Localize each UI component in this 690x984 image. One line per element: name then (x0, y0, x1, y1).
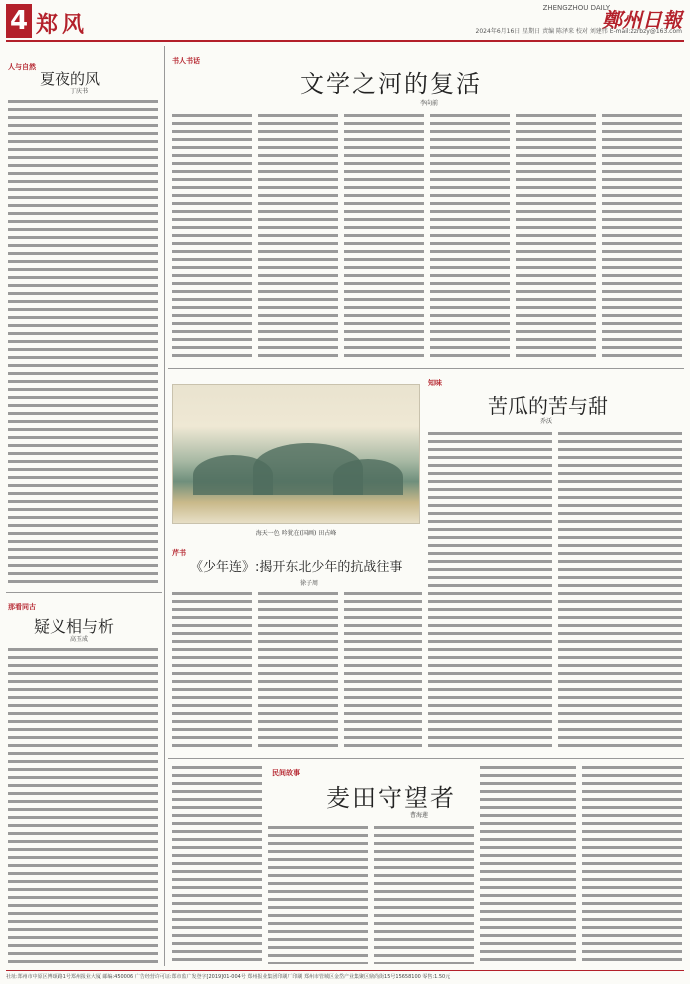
article-body-youth-col2 (258, 590, 338, 750)
article-title-night-wind: 夏夜的风 (40, 70, 101, 88)
painting-caption: 海天一色 吟犹在(国画) 田占峰 (255, 530, 337, 537)
article-body-literature-col3 (344, 112, 424, 362)
divider (6, 592, 162, 593)
article-body-literature-col2 (258, 112, 338, 362)
column-label-folk: 民间故事 (272, 769, 300, 777)
article-body-wheat-col4 (480, 764, 576, 964)
paper-logo: 鄭州日報 (602, 8, 682, 32)
column-label-nature: 人与自然 (8, 63, 36, 71)
article-body-literature-col6 (602, 112, 682, 362)
article-author-youth: 徐子周 (300, 580, 319, 587)
masthead (382, 4, 682, 40)
article-author-literature: 李向前 (420, 100, 439, 107)
column-label-books: 书人书话 (172, 57, 200, 65)
article-author-wheat: 曹海莲 (410, 812, 429, 819)
article-title-youth: 《少年连》:揭开东北少年的抗战往事 (190, 560, 403, 575)
article-title-bitter-melon: 苦瓜的苦与甜 (488, 394, 608, 418)
article-title-doubt: 疑义相与析 (34, 617, 115, 636)
footer: 社址:郑州市中原区博颂路1号郑州报业大厦 邮编:450006 广告经营许可证:郑市监广发登字[2019]01-004号 郑州报业集团印刷厂印刷 郑州市管城区金岱产业集聚区鼎尚街15号15658100 零售:1.50元 (6, 970, 684, 982)
article-body-youth-col3 (344, 590, 422, 750)
article-title-literature: 文学之河的复活 (300, 70, 482, 98)
article-body-wheat-col2 (268, 824, 368, 964)
painting (172, 384, 420, 524)
article-body-literature-col1 (172, 112, 252, 362)
divider (168, 758, 684, 759)
article-body-literature-col4 (430, 112, 510, 362)
article-author-bitter-melon: 乔沃 (540, 418, 553, 425)
article-body-bitter-melon-col1 (428, 430, 552, 750)
article-body-literature-col5 (516, 112, 596, 362)
column-label-bottom-left: 那看同古 (8, 603, 36, 611)
article-body-wheat-col1 (172, 764, 262, 964)
column-label-mid: 芹书 (172, 549, 186, 557)
article-body-wheat-col3 (374, 824, 474, 964)
column-divider (164, 46, 165, 966)
date-line: 2024年6月16日 星期日 责编 陈泽来 校对 刘建伟 E-mail:zzrbzy@163.com (475, 28, 682, 35)
article-body-youth-col1 (172, 590, 252, 750)
divider (168, 368, 684, 369)
article-body-night-wind (8, 98, 158, 586)
painting-mountain (333, 459, 403, 495)
article-author-night-wind: 丁庆书 (70, 88, 89, 95)
article-body-wheat-col5 (582, 764, 682, 964)
article-title-wheat: 麦田守望者 (326, 784, 456, 812)
section-title: 郑风 (36, 13, 89, 38)
page-number: 4 (6, 4, 32, 38)
article-body-bitter-melon-col2 (558, 430, 682, 750)
header-rule (6, 40, 684, 42)
article-body-doubt (8, 646, 158, 964)
article-author-doubt: 高玉成 (70, 636, 89, 643)
paper-english-name: ZHENGZHOU DAILY (542, 4, 610, 12)
column-label-taste: 知味 (428, 379, 442, 387)
